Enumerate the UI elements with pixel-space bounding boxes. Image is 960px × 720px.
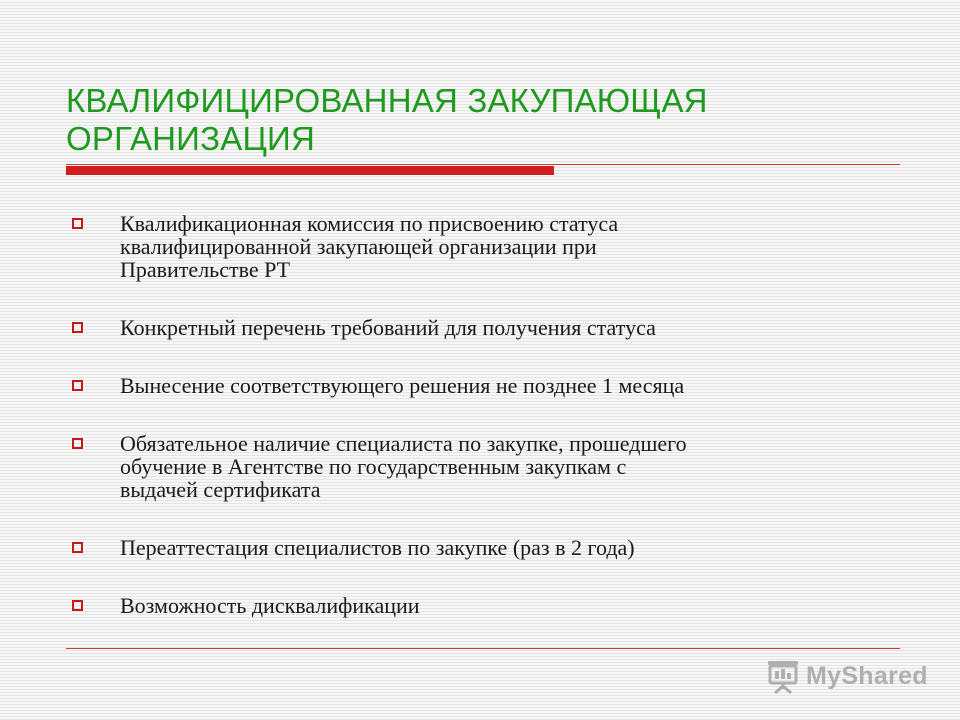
bullet-text-line: Переаттестация специалистов по закупке (раз в 2 года) bbox=[120, 535, 635, 560]
bullet-item bbox=[72, 594, 892, 617]
title-divider-accent-bar bbox=[66, 166, 554, 175]
bullet-item bbox=[72, 432, 892, 501]
bullet-item bbox=[72, 316, 892, 339]
bullet-text-line: Вынесение соответствующего решения не позднее 1 месяца bbox=[120, 373, 685, 398]
bullet-text-line: Обязательное наличие специалиста по закупке, прошедшего bbox=[120, 431, 687, 456]
title-divider-thin bbox=[66, 164, 900, 165]
square-bullet-icon bbox=[72, 600, 83, 611]
bullet-text-line: обучение в Агентстве по государственным закупкам с bbox=[120, 454, 627, 479]
bullet-text-line: Возможность дисквалификации bbox=[120, 593, 420, 618]
slide-title-line: КВАЛИФИЦИРОВАННАЯ ЗАКУПАЮЩАЯ bbox=[66, 82, 708, 119]
bullet-text-line: Квалификационная комиссия по присвоению статуса bbox=[120, 211, 619, 236]
slide-title-line: ОРГАНИЗАЦИЯ bbox=[66, 120, 316, 157]
square-bullet-icon bbox=[72, 542, 83, 553]
footer-divider-thin bbox=[66, 648, 900, 649]
myshared-logo-text: MyShared bbox=[806, 661, 928, 690]
square-bullet-icon bbox=[72, 218, 83, 229]
bullet-item bbox=[72, 212, 892, 281]
slide-title bbox=[66, 82, 906, 158]
bullet-text-line: квалифицированной закупающей организации при bbox=[120, 234, 597, 259]
square-bullet-icon bbox=[72, 438, 83, 449]
bullet-item bbox=[72, 374, 892, 397]
square-bullet-icon bbox=[72, 380, 83, 391]
myshared-watermark[interactable] bbox=[766, 656, 928, 696]
bullet-text-line: выдачей сертификата bbox=[120, 477, 321, 502]
bullet-text-line: Конкретный перечень требований для получения статуса bbox=[120, 315, 656, 340]
square-bullet-icon bbox=[72, 322, 83, 333]
presentation-board-icon bbox=[766, 658, 800, 694]
bullet-item bbox=[72, 536, 892, 559]
bullet-text-line: Правительстве РТ bbox=[120, 257, 291, 282]
